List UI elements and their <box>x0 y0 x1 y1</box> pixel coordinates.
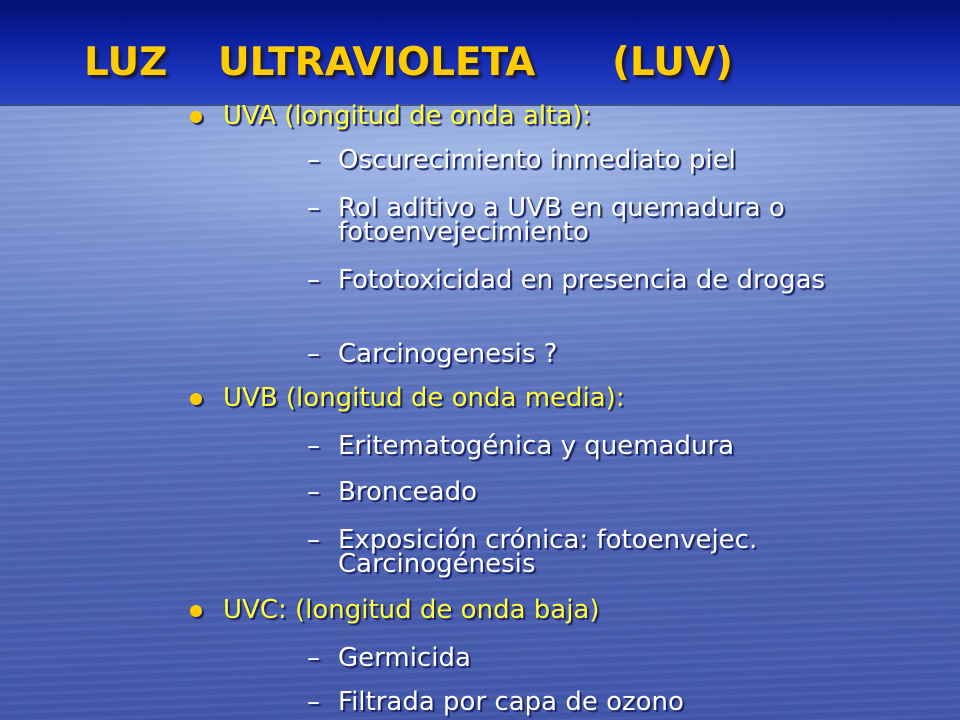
bullet-label: UVB (longitud de onda media): <box>223 383 625 413</box>
bullet-dot-icon <box>190 111 202 123</box>
sub-item-text: Exposición crónica: fotoenvejec. Carcinogénesis <box>338 525 758 579</box>
dash-icon: – <box>307 525 320 555</box>
dash-icon: – <box>307 193 320 223</box>
dash-icon: – <box>307 477 320 507</box>
bullet-dot-icon <box>190 393 202 405</box>
dash-icon: – <box>307 339 320 369</box>
sub-item-text: Oscurecimiento inmediato piel <box>338 145 736 175</box>
sub-item-text: Filtrada por capa de ozono <box>338 687 684 717</box>
bullet-dot-icon <box>190 605 202 617</box>
title-word-luz: LUZ <box>84 40 168 85</box>
sub-item-text: Fototoxicidad en presencia de drogas <box>338 265 826 295</box>
sub-item-text: Germicida <box>338 643 471 673</box>
sub-item-text: Carcinogenesis ? <box>338 339 558 369</box>
title-word-abbrev: (LUV) <box>612 40 733 85</box>
sub-item-text: Rol aditivo a UVB en quemadura o fotoenvejecimiento <box>338 193 785 247</box>
bullet-label: UVC: (longitud de onda baja) <box>223 595 600 625</box>
sub-item-text: Bronceado <box>338 477 477 507</box>
title-word-ultravioleta: ULTRAVIOLETA <box>218 40 536 85</box>
dash-icon: – <box>307 431 320 461</box>
dash-icon: – <box>307 265 320 295</box>
sub-item-text: Eritematogénica y quemadura <box>338 431 735 461</box>
dash-icon: – <box>307 643 320 673</box>
dash-icon: – <box>307 687 320 717</box>
dash-icon: – <box>307 145 320 175</box>
bullet-label: UVA (longitud de onda alta): <box>223 101 592 131</box>
